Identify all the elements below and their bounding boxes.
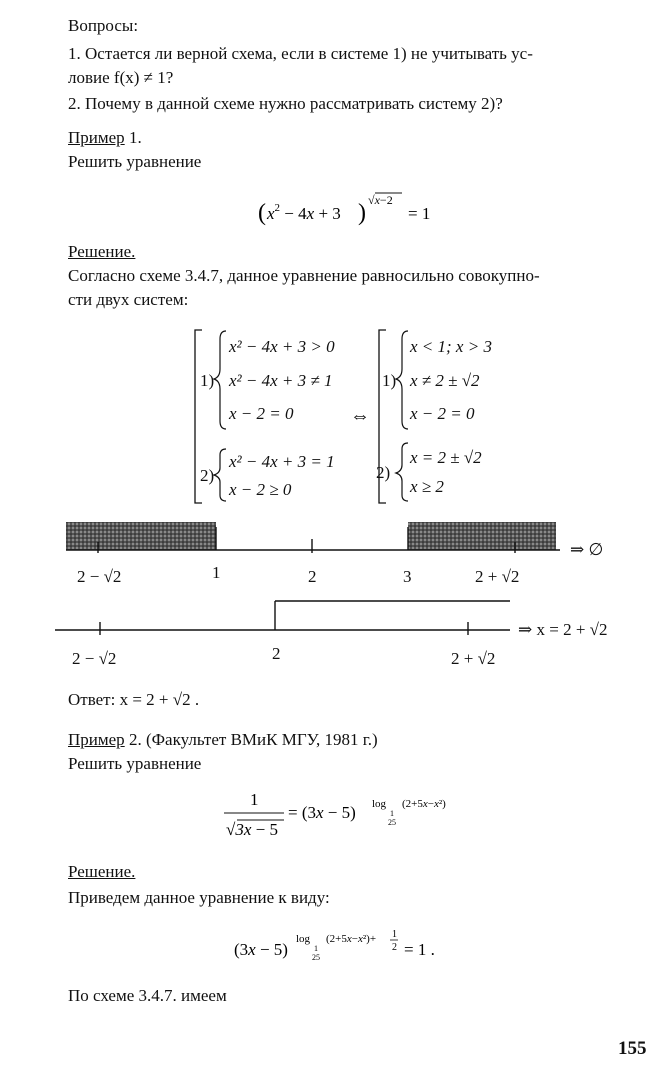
shaded-region-right bbox=[408, 522, 556, 550]
question-1-line-1: 1. Остается ли верной схема, если в системе 1) не учитывать ус- bbox=[68, 44, 533, 63]
axis1-result: ⇒ ∅ bbox=[570, 540, 604, 559]
example-2-equation bbox=[220, 785, 480, 847]
example-2-title: Пример 2. (Факультет ВМиК МГУ, 1981 г.) bbox=[68, 730, 378, 749]
example-1-solution-line-1: Согласно схеме 3.4.7, данное уравнение равносильно совокупно- bbox=[68, 266, 540, 285]
right-sys1-row-2: x ≠ 2 ± √2 bbox=[410, 371, 480, 390]
svg-text:1: 1 bbox=[390, 809, 394, 818]
example-1-title bbox=[68, 127, 142, 149]
axis1-label-3: 3 bbox=[403, 567, 412, 586]
left-sys2-row-2: x − 2 ≥ 0 bbox=[229, 480, 292, 499]
axis2-label-2: 2 bbox=[272, 644, 281, 663]
eq1-open-paren: ( bbox=[258, 200, 266, 226]
example-1-number: 1. bbox=[124, 128, 142, 147]
example-2-reduce: Приведем данное уравнение к виду: bbox=[68, 888, 330, 907]
svg-text:√3x − 5: √3x − 5 bbox=[226, 820, 278, 839]
svg-text:2: 2 bbox=[392, 942, 397, 953]
svg-text:(3x − 5): (3x − 5) bbox=[234, 940, 288, 959]
svg-text:log: log bbox=[296, 933, 311, 945]
left-sys1-row-2: x² − 4x + 3 ≠ 1 bbox=[229, 371, 333, 390]
axis1-label-1: 1 bbox=[212, 563, 221, 582]
eq1-close-paren: ) bbox=[358, 200, 366, 226]
svg-text:25: 25 bbox=[312, 953, 320, 962]
question-2: 2. Почему в данной схеме нужно рассматривать систему 2)? bbox=[68, 94, 503, 113]
example-1-task: Решить уравнение bbox=[68, 152, 202, 171]
axis2-result: ⇒ x = 2 + √2 bbox=[518, 620, 608, 639]
axis1-label-2-plus-sqrt2: 2 + √2 bbox=[475, 567, 520, 586]
example-2-task: Решить уравнение bbox=[68, 754, 202, 773]
svg-text:= 1 .: = 1 . bbox=[404, 940, 435, 959]
left-system-1-label: 1) bbox=[200, 371, 215, 390]
svg-text:1: 1 bbox=[250, 790, 259, 809]
axis2-label-2-plus-sqrt2: 2 + √2 bbox=[451, 649, 496, 668]
axis2-label-2-minus-sqrt2: 2 − √2 bbox=[72, 649, 117, 668]
example-2-solution-label: Решение. bbox=[68, 862, 136, 881]
right-sys1-row-1: x < 1; x > 3 bbox=[410, 337, 492, 356]
svg-text:(2+5x−x²): (2+5x−x²) bbox=[402, 798, 446, 810]
right-system-1-label: 1) bbox=[382, 371, 397, 390]
right-sys2-row-2: x ≥ 2 bbox=[410, 477, 444, 496]
example-2-equation-2 bbox=[232, 925, 472, 969]
example-1-equation bbox=[256, 188, 436, 232]
svg-text:log: log bbox=[372, 798, 387, 810]
example-1-solution-line-2: сти двух систем: bbox=[68, 290, 189, 309]
right-sys1-row-3: x − 2 = 0 bbox=[410, 404, 475, 423]
axis1-label-2-minus-sqrt2: 2 − √2 bbox=[77, 567, 122, 586]
questions-heading: Вопросы: bbox=[68, 16, 139, 35]
question-1-line-2: ловие f(x) ≠ 1? bbox=[68, 68, 174, 87]
svg-text:1: 1 bbox=[314, 944, 318, 953]
example-1-solution-label: Решение. bbox=[68, 242, 136, 261]
shaded-region-left bbox=[66, 522, 216, 550]
example-1-answer: Ответ: x = 2 + √2 . bbox=[68, 690, 200, 709]
svg-text:1: 1 bbox=[392, 929, 397, 940]
page-number: 155 bbox=[618, 1038, 647, 1059]
example-2-scheme: По схеме 3.4.7. имеем bbox=[68, 986, 227, 1005]
eq1-rhs: = 1 bbox=[408, 204, 431, 223]
left-sys1-row-3: x − 2 = 0 bbox=[229, 404, 294, 423]
number-line-2 bbox=[55, 595, 515, 640]
axis1-label-2: 2 bbox=[308, 567, 317, 586]
example-1-word: Пример bbox=[68, 128, 125, 147]
svg-text:25: 25 bbox=[388, 818, 396, 827]
svg-text:= (3x − 5): = (3x − 5) bbox=[288, 803, 356, 822]
equivalence-sign: ⇔ bbox=[350, 405, 370, 427]
left-sys1-row-1: x² − 4x + 3 > 0 bbox=[229, 337, 335, 356]
left-sys2-row-1: x² − 4x + 3 = 1 bbox=[229, 452, 335, 471]
right-sys2-row-1: x = 2 ± √2 bbox=[410, 448, 482, 467]
left-system-2-label: 2) bbox=[200, 466, 215, 485]
eq1-base: $x^2 - 4x + 3$ bbox=[267, 202, 341, 223]
number-line-1 bbox=[60, 515, 570, 560]
svg-text:(2+5x−x²)+: (2+5x−x²)+ bbox=[326, 933, 377, 945]
eq1-exponent: √x−2 bbox=[368, 193, 393, 207]
right-system-2-label: 2) bbox=[376, 463, 391, 482]
